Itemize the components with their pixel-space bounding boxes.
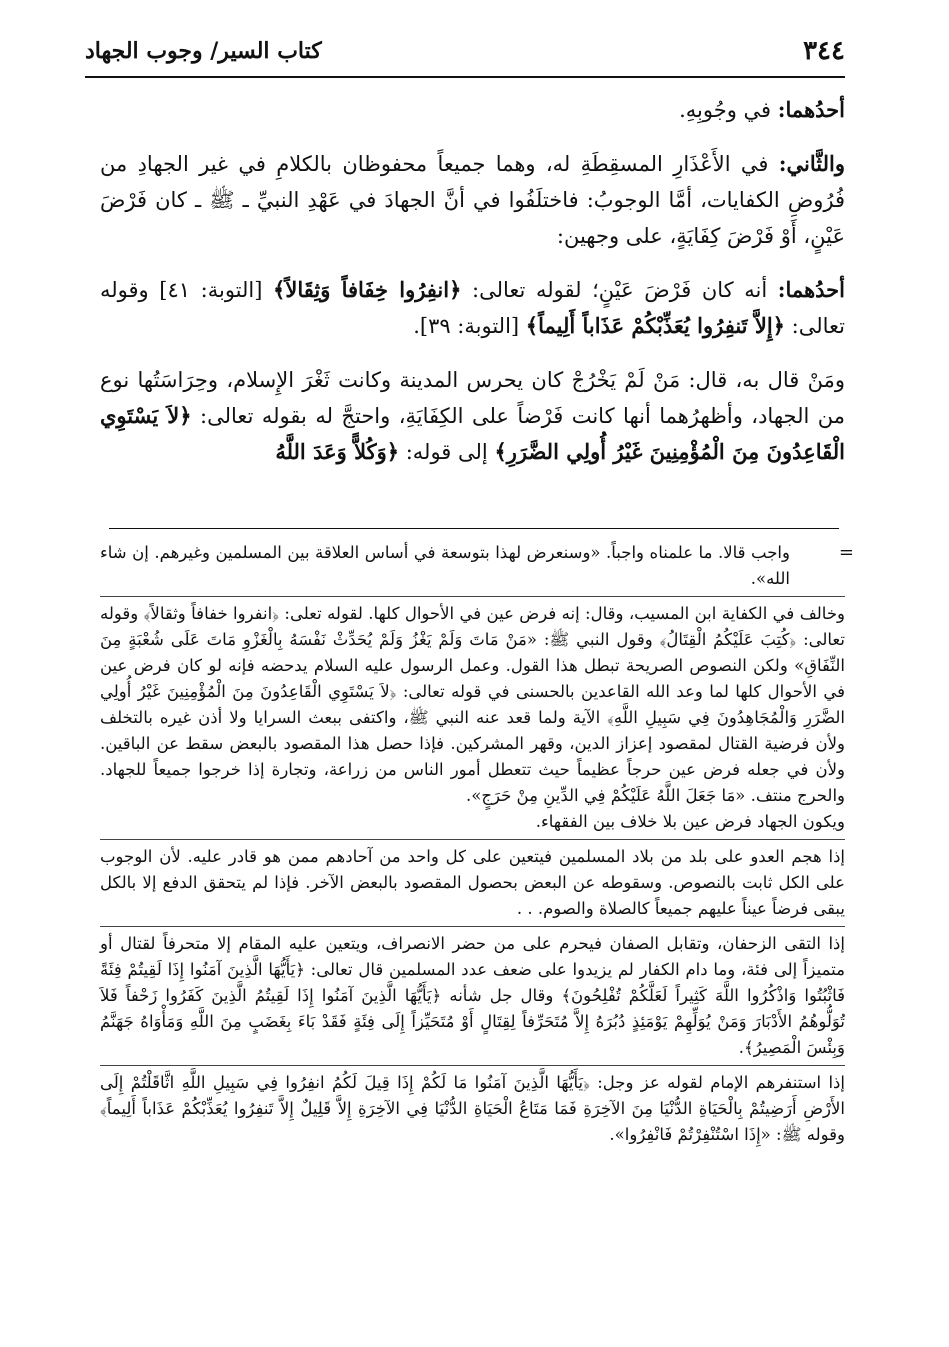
footnote-divider (100, 839, 845, 840)
text-second: في الأَعْذَارِ المسقِطَةِ له، وهما جميعاً محفوظان بالكلامِ في غير الجهادِ من فُرُوضِ الكفايات، أمَّا الوجوبُ: فاختلَفُوا في أنَّ الجهادَ في عَهْدِ النبيِّ ـ ﷺ ـ كان فَرْضَ عَيْنٍ، أَوْ فَرْضَ كِفَايَةٍ، على وجهين: (100, 152, 845, 248)
text-fourth-b: إلى قوله: (399, 440, 495, 464)
footnote-paragraph: إذا هجم العدو على بلد من بلاد المسلمين فيتعين على كل واحد من آحادهم ممن هو قادر عليه. لأن الوجوب على الكل ثابت بالنصوص. وسقوطه عن البعض بحصول المقصود بالبعض الآخر. فإذا لم يتحقق الدفع إلا بالكل يبقى فرضاً عيناً عليهم جميعاً كالصلاة والصوم. . . (100, 847, 845, 918)
text-third-a: أنه كان فَرْضَ عَيْنٍ؛ لقوله تعالى: (461, 278, 778, 302)
footnote-separator (109, 528, 839, 529)
label-third: أحدُهما: (777, 277, 846, 302)
label-first: أحدُهما: (777, 97, 845, 122)
quran-quote: ﴿انفِرُوا خِفَافاً وَثِقَالاً﴾ (273, 277, 462, 302)
footnote-paragraph: وخالف في الكفاية ابن المسيب، وقال: إنه فرض عين في الأحوال كلها. لقوله تعلى: ﴿انفروا خفافاً وثقالاً﴾ وقوله تعالى: ﴿كُتِبَ عَلَيْكُمُ الْقِتَالُ﴾ وقول النبي ﷺ: «مَنْ مَاتَ وَلَمْ يَغْزُ وَلَمْ يُحَدِّثْ نَفْسَهُ بِالْغَزْوِ مَاتَ عَلَى شُعْبَةٍ مِنَ النِّفَاقِ» ولكن النصوص الصريحة تبطل هذا القول. وعمل الرسول عليه السلام يدحضه فإنه لو كان فرض عين في الأحوال كلها لما وعد الله القاعدين بالحسنى في قوله تعالى: ﴿لاَ يَسْتَوِي الْقَاعِدُونَ مِنَ الْمُؤْمِنِينَ غَيْرُ أُولِي الضَّرَرِ وَالْمُجَاهِدُونَ فِي سَبِيلِ اللَّهِ﴾ الآية ولما قعد عنه النبي ﷺ، واكتفى ببعث السرايا ولا أذن غيره بالتخلف ولأن فرضية القتال لمقصود إعزاز الدين، وقهر المشركين. فإذا حصل هذا المقصود بالبعض سقط عن الباقين. ولأن في جعله فرض عين حرجاً عظيماً حيث تتعطل أمور الناس من زراعة، وتجارة إذا خرجوا جميعاً للجهاد. والحرج منتف. «مَا جَعَلَ اللَّهُ عَلَيْكُمْ فِي الدِّينِ مِنْ حَرَجٍ». (100, 604, 845, 805)
text-first: في وجُوبِهِ. (679, 98, 778, 122)
footnote-paragraph: واجب قالا. ما علمناه واجباً. «وسنعرض لهذا بتوسعة في أساس العلاقة بين المسلمين وغيرهم. إن شاء الله». (100, 543, 790, 588)
footnote-paragraph: ويكون الجهاد فرض عين بلا خلاف بين الفقهاء. (535, 812, 845, 831)
running-title: كتاب السير/ وجوب الجهاد (85, 38, 322, 64)
quran-quote: ﴿وَكُلاًّ وَعَدَ اللَّهُ (275, 439, 400, 464)
reference: [التوبة: ٣٩]. (413, 314, 526, 338)
text-fourth-a: ومَنْ قال به، قال: مَنْ لَمْ يَخْرُجْ كان يحرس المدينة وكانت ثَغْرَ الإِسلام، وحِرَاسَتُها نوع من الجهاد، وأظهرُهما أنها كانت فَرْضاً على الكِفَايَةِ، واحتجَّ له بقوله تعالى: (100, 368, 845, 428)
quran-quote: ﴿إِلاَّ تَنفِرُوا يُعَذِّبْكُمْ عَذَاباً أَلِيماً﴾ (525, 313, 785, 338)
page-number: ٣٤٤ (803, 36, 845, 66)
footnote-divider (100, 926, 845, 927)
footnote-paragraph: إذا استنفرهم الإمام لقوله عز وجل: ﴿يَأَيُّهَا الَّذِينَ آمَنُوا مَا لَكُمْ إِذَا قِيلَ لَكُمُ انفِرُوا فِي سَبِيلِ اللَّهِ اثَّاقَلْتُمْ إِلَى الأَرْضِ أَرَضِيتُمْ بِالْحَيَاةِ الدُّنْيَا مِنَ الآخِرَةِ فَمَا مَتَاعُ الْحَيَاةِ الدُّنْيَا فِي الآخِرَةِ إِلاَّ قَلِيلٌ إِلاَّ تَنفِرُوا يُعَذِّبْكُمْ عَذَاباً أَلِيماً﴾ وقوله ﷺ: «إِذَا اسْتُنْفِرْتُمْ فَانْفِرُوا». (100, 1073, 845, 1144)
paragraph-third (100, 272, 845, 344)
page-header (85, 30, 845, 78)
label-second: والثَّاني: (778, 151, 845, 176)
paragraph-fourth (100, 362, 845, 470)
quran-quote: ﴿لاَ يَسْتَوِي الْقَاعِدُونَ مِنَ الْمُؤْمِنِينَ غَيْرُ أُولِي الضَّرَرِ﴾ (100, 403, 845, 464)
footnote-divider (100, 596, 845, 597)
reference: [التوبة: ٤١] وقوله تعالى: (100, 278, 845, 338)
main-text (100, 92, 845, 470)
footnote-paragraph: إذا التقى الزحفان، وتقابل الصفان فيحرم على من حضر الانصراف، ويتعين عليه المقام إلا متحرفاً لقتال أو متميزاً إلى فئة، وما دام الكفار لم يزيدوا على ضعف عدد المسلمين قال تعالى: ﴿يَأَيُّهَا الَّذِينَ آمَنُوا إِذَا لَقِيتُمْ فِئَةً فَاثْبُتُوا وَاذْكُرُوا اللَّهَ كَثِيراً لَعَلَّكُمْ تُفْلِحُونَ﴾ وقال جل شأنه ﴿يَأَيُّهَا الَّذِينَ آمَنُوا إِذَا لَقِيتُمُ الَّذِينَ كَفَرُوا زَحْفاً فَلاَ تُوَلُّوهُمُ الأَدْبَارَ وَمَنْ يُوَلِّهِمْ يَوْمَئِذٍ دُبُرَهُ إِلاَّ مُتَحَرِّفاً لِقِتَالٍ أَوْ مُتَحَيِّزاً إِلَى فِئَةٍ فَقَدْ بَاءَ بِغَضَبٍ مِنَ اللَّهِ وَمَأْوَاهُ جَهَنَّمُ وَبِئْسَ الْمَصِيرُ﴾. (100, 934, 845, 1057)
footnotes (100, 540, 845, 1148)
footnote-divider (100, 1065, 845, 1066)
paragraph-first (100, 92, 845, 128)
paragraph-second (100, 146, 845, 254)
continuation-marker: = (838, 542, 854, 563)
